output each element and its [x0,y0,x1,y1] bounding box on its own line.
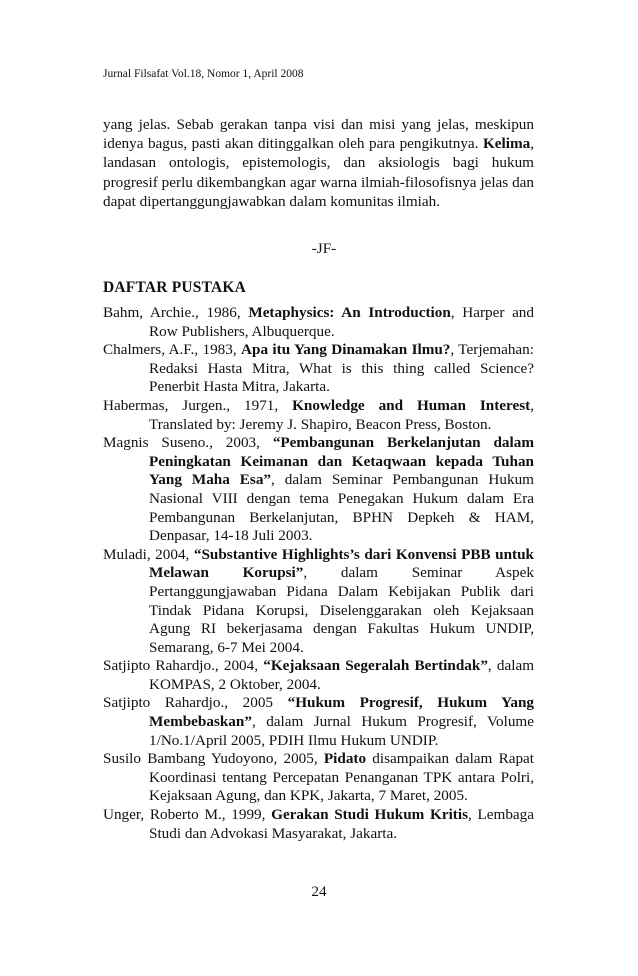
reference-author: Satjipto Rahardjo., 2004, [103,657,264,675]
reference-author: Susilo Bambang Yudoyono, 2005, [103,750,324,768]
reference-title: “Kejaksaan Segeralah Bertindak” [263,657,488,675]
reference-details: , dalam KOMPAS, 2 Oktober, 2004. [149,657,535,693]
reference-entry [103,304,534,341]
reference-entry [103,341,534,397]
reference-details: , dalam Jurnal Hukum Progresif, Volume 1/No.1/April 2005, PDIH Ilmu Hukum UNDIP. [149,713,534,749]
reference-details: , Terjemahan: Redaksi Hasta Mitra, What is this thing called Science? Penerbit Hasta Mitra, Jakarta. [149,341,534,396]
reference-author: Magnis Suseno., 2003, [103,434,273,452]
page-number: 24 [311,883,327,900]
reference-entry [103,806,534,843]
reference-author: Muladi, 2004, [103,545,194,563]
reference-title: Pidato [323,750,367,768]
reference-details: disampaikan dalam Rapat Koordinasi tentang Percepatan Penanganan TPK antara Polri, Kejaksaan Agung, dan KPK, Jakarta, 7 Maret, 2005. [149,750,534,805]
reference-title: Metaphysics: An Introduction [248,304,451,321]
reference-details: , dalam Seminar Pembangunan Hukum Nasional VIII dengan tema Penegakan Hukum dalam Era Pembangunan Berkelanjutan, BPHN Depkeh & HAM, Denpasar, 14-18 Juli 2003. [149,471,534,545]
reference-title: Gerakan Studi Hukum Kritis [271,806,468,824]
reference-details: , Harper and Row Publishers, Albuquerque. [149,304,534,340]
references-heading: DAFTAR PUSTAKA [103,279,247,296]
reference-list [103,304,534,843]
reference-title: Apa itu Yang Dinamakan Ilmu? [241,341,451,359]
reference-title: Knowledge and Human Interest [292,396,531,414]
paragraph-text-1: yang jelas. Sebab gerakan tanpa visi dan misi yang jelas, meskipun idenya bagus, pasti akan ditinggalkan oleh para pengikutnya. [103,116,534,153]
reference-author: Chalmers, A.F., 1983, [103,341,242,359]
reference-title: “Hukum Progresif, Hukum Yang Membebaskan” [149,694,534,731]
running-header: Jurnal Filsafat Vol.18, Nomor 1, April 2008 [103,68,304,80]
section-separator: -JF- [311,240,337,257]
reference-details: , Lembaga Studi dan Advokasi Masyarakat, Jakarta. [149,806,534,842]
paragraph-text-2: , landasan ontologis, epistemologis, dan aksiologis bagi hukum progresif perlu dikembangkan agar warna ilmiah-filosofisnya jelas dan dapat dipertanggungjawabkan dalam komunitas ilmiah. [103,135,534,210]
reference-entry [103,434,534,546]
body-paragraph [103,115,534,211]
reference-entry [103,750,534,806]
reference-title: “Pembangunan Berkelanjutan dalam Peningkatan Keimanan dan Ketaqwaan kepada Tuhan Yang Maha Esa” [149,434,534,489]
reference-author: Satjipto Rahardjo., 2005 [103,694,288,712]
reference-entry [103,657,534,694]
reference-entry [103,397,534,434]
reference-details: , Translated by: Jeremy J. Shapiro, Beacon Press, Boston. [149,396,534,433]
paragraph-bold-term: Kelima [482,135,531,153]
reference-author: Habermas, Jurgen., 1971, [103,396,293,414]
reference-entry [103,546,534,658]
reference-entry [103,694,534,750]
reference-author: Unger, Roberto M., 1999, [103,806,272,824]
reference-details: , dalam Seminar Aspek Pertanggungjawaban Pidana Dalam Kebijakan Publik dari Tindak Pidana Korupsi, Diselenggarakan oleh Kejaksaan Agung RI bekerjasama dengan Fakultas Hukum UNDIP, Semarang, 6-7 Mei 2004. [149,564,534,656]
reference-title: “Substantive Highlights’s dari Konvensi PBB untuk Melawan Korupsi” [149,545,535,582]
reference-author: Bahm, Archie., 1986, [103,304,249,321]
